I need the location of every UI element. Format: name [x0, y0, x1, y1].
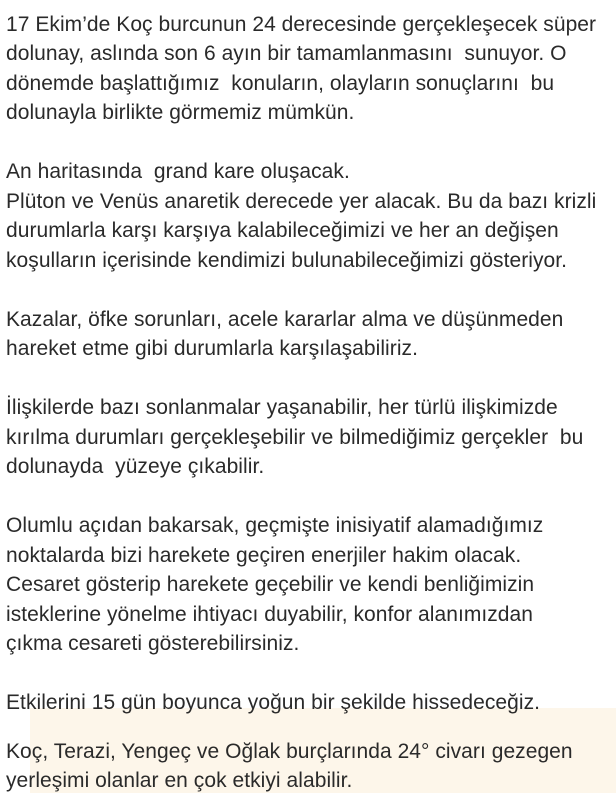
paragraph-2-line-1: An haritasında grand kare oluşacak.: [6, 160, 350, 183]
paragraph-2-line-3: durumlarla karşı karşıya kalabileceğimizi ve her an değişen: [6, 219, 559, 242]
paragraph-4-line-1: İlişkilerde bazı sonlanmalar yaşanabilir, her türlü ilişkimizde: [6, 396, 558, 419]
paragraph-5-line-4: isteklerine yönelme ihtiyacı duyabilir, konfor alanımızdan: [6, 603, 533, 626]
paragraph-2-line-2: Plüton ve Venüs anaretik derecede yer alacak. Bu da bazı krizli: [6, 190, 597, 213]
paragraph-7-line-1: Koç, Terazi, Yengeç ve Oğlak burçlarında 24° civarı gezegen: [6, 740, 573, 763]
paragraph-2-line-4: koşulların içerisinde kendimizi bulunabileceğimizi gösteriyor.: [6, 249, 568, 272]
paragraph-5-line-2: noktalarda bizi harekete geçiren enerjiler hakim olacak.: [6, 544, 522, 567]
paragraph-6-line-1: Etkilerini 15 gün boyunca yoğun bir şekilde hissedeceğiz.: [6, 691, 541, 714]
paragraph-5-line-5: çıkma cesareti gösterebilirsiniz.: [6, 632, 300, 655]
paragraph-5-line-3: Cesaret gösterip harekete geçebilir ve kendi benliğimizin: [6, 573, 535, 596]
paragraph-1-line-1: 17 Ekim’de Koç burcunun 24 derecesinde gerçekleşecek süper: [6, 13, 597, 36]
paragraph-4-line-2: kırılma durumları gerçekleşebilir ve bilmediğimiz gerçekler bu: [6, 426, 584, 449]
paragraph-3-line-2: hareket etme gibi durumlarla karşılaşabiliriz.: [6, 337, 418, 360]
paragraph-7-line-2: yerleşimi olanlar en çok etkiyi alabilir.: [6, 769, 353, 792]
paragraph-1-line-2: dolunay, aslında son 6 ayın bir tamamlanmasını sunuyor. O: [6, 42, 567, 65]
paragraph-4-line-3: dolunayda yüzeye çıkabilir.: [6, 455, 265, 478]
paragraph-1-line-3: dönemde başlattığımız konuların, olayların sonuçlarını bu: [6, 72, 555, 95]
paragraph-5-line-1: Olumlu açıdan bakarsak, geçmişte inisiyatif alamadığımız: [6, 514, 544, 537]
paragraph-1-line-4: dolunayla birlikte görmemiz mümkün.: [6, 101, 355, 124]
paragraph-3-line-1: Kazalar, öfke sorunları, acele kararlar alma ve düşünmeden: [6, 308, 564, 331]
